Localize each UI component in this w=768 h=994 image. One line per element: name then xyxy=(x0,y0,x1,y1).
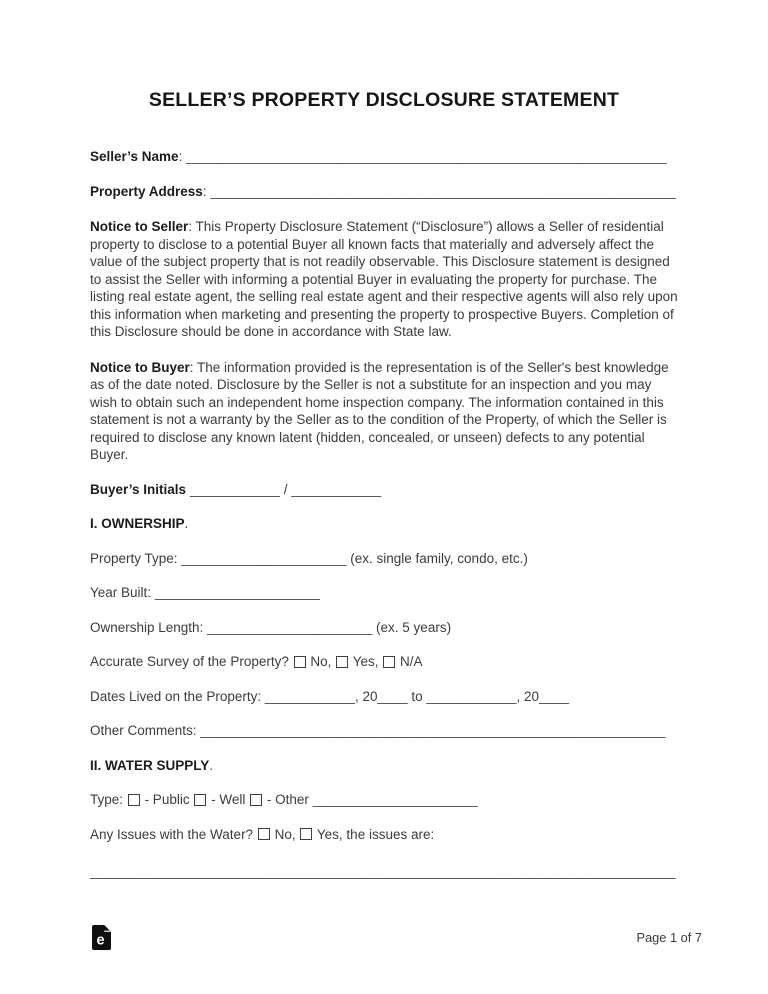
water-public-checkbox[interactable] xyxy=(128,794,140,806)
water-other-checkbox[interactable] xyxy=(250,794,262,806)
page-title: SELLER’S PROPERTY DISCLOSURE STATEMENT xyxy=(148,89,620,111)
water-other-label: - Other xyxy=(266,792,309,807)
survey-na-checkbox[interactable] xyxy=(383,656,395,668)
seller-name-label: Seller’s Name xyxy=(90,149,179,164)
survey-yes-label: Yes, xyxy=(352,654,379,669)
section-ownership-heading xyxy=(90,515,678,533)
property-type-hint: (ex. single family, condo, etc.) xyxy=(350,550,528,566)
notice-to-buyer-text: : The information provided is the representation is of the Seller's best knowledge as of the date noted. Disclosure by the Seller is not a substitute for an inspection and you may wish to obtain such an independent home inspection company. The information contained in this statement is not a warranty by the Seller as to the condition of the Property, of which the Seller is required to disclose any known latent (hidden, concealed, or unseen) defects to any potential Buyer. xyxy=(90,359,669,462)
survey-na-label: N/A xyxy=(400,654,423,669)
survey-yes-checkbox[interactable] xyxy=(336,656,348,668)
seller-name-blank[interactable]: ________________________________________________________________ xyxy=(186,149,667,164)
water-issues-no-label: No, xyxy=(274,826,296,842)
buyers-initials-label: Buyer’s Initials xyxy=(90,481,187,497)
notice-to-buyer-label: Notice to Buyer xyxy=(90,359,190,375)
other-comments-blank[interactable]: ______________________________________________________________ xyxy=(200,723,666,738)
property-type-label: Property Type: xyxy=(90,550,178,566)
property-type-blank[interactable]: ______________________ xyxy=(181,550,347,566)
ownership-length-label: Ownership Length: xyxy=(90,619,204,635)
property-type-row xyxy=(90,550,678,568)
other-comments-row xyxy=(90,722,678,740)
year-built-label: Year Built: xyxy=(90,585,152,600)
other-comments-label: Other Comments: xyxy=(90,723,197,738)
water-well-checkbox[interactable] xyxy=(194,794,206,806)
dates-lived-year-start-blank[interactable]: ____ xyxy=(377,688,408,704)
water-issues-row xyxy=(90,826,678,844)
buyers-initials-row xyxy=(90,481,678,499)
page-number-label: Page 1 of 7 xyxy=(636,929,702,945)
dates-lived-start-blank[interactable]: ____________ xyxy=(264,688,355,704)
water-issues-label: Any Issues with the Water? xyxy=(90,826,254,842)
year-built-row xyxy=(90,584,678,602)
section-water-supply-period: . xyxy=(209,757,214,773)
buyers-initials-blank-1[interactable]: ____________ xyxy=(189,481,280,497)
property-address-blank[interactable]: ______________________________________________________________ xyxy=(210,183,676,199)
property-address-label: Property Address xyxy=(90,183,203,199)
water-other-blank[interactable]: ______________________ xyxy=(312,792,478,807)
seller-name-colon: : xyxy=(178,149,183,164)
water-issues-yes-label: Yes, the issues are: xyxy=(316,826,435,842)
section-water-supply-heading xyxy=(90,757,678,775)
section-ownership-period: . xyxy=(184,516,189,531)
water-type-row xyxy=(90,791,678,809)
water-issues-no-checkbox[interactable] xyxy=(258,828,270,840)
ownership-length-blank[interactable]: ______________________ xyxy=(207,619,373,635)
eforms-logo-letter: e xyxy=(96,932,105,948)
survey-no-checkbox[interactable] xyxy=(294,656,306,668)
notice-to-seller-text: : This Property Disclosure Statement (“Disclosure”) allows a Seller of residential property to disclose to a potential Buyer all known facts that materially and adversely affect the value of the subject property that is not readily observable. This Disclosure statement is designed to assist the Seller with informing a potential Buyer in evaluating the property for purchase. The listing real estate agent, the selling real estate agent and their respective agents will also rely upon this information when marketing and presenting the property to prospective Buyers. Completion of this Disclosure should be done in accordance with State law. xyxy=(90,219,678,339)
water-well-label: - Well xyxy=(211,792,246,807)
water-type-label: Type: xyxy=(90,792,124,807)
dates-lived-to-text: to xyxy=(411,688,423,704)
dates-lived-end-blank[interactable]: ____________ xyxy=(426,688,517,704)
page-footer xyxy=(92,922,702,952)
dates-lived-label: Dates Lived on the Property: xyxy=(90,688,262,704)
buyers-initials-blank-2[interactable]: ____________ xyxy=(291,481,382,497)
eforms-logo-icon xyxy=(92,925,111,950)
water-public-label: - Public xyxy=(144,792,190,807)
notice-to-seller-label: Notice to Seller xyxy=(90,219,189,234)
section-water-supply-title: II. WATER SUPPLY xyxy=(90,757,210,773)
dates-lived-year-end-blank[interactable]: ____ xyxy=(539,688,570,704)
buyers-initials-separator: / xyxy=(283,481,288,497)
accurate-survey-label: Accurate Survey of the Property? xyxy=(90,654,289,669)
water-issues-answer-row xyxy=(90,863,678,881)
ownership-length-row xyxy=(90,619,678,637)
accurate-survey-row xyxy=(90,653,678,671)
dates-lived-row xyxy=(90,688,678,706)
water-issues-yes-checkbox[interactable] xyxy=(300,828,312,840)
notice-to-seller-paragraph xyxy=(90,218,678,341)
dates-lived-year-end-prefix: , 20 xyxy=(516,688,539,704)
property-address-colon: : xyxy=(202,183,207,199)
section-ownership-title: I. OWNERSHIP xyxy=(90,516,185,531)
property-address-row xyxy=(90,183,678,201)
dates-lived-year-start-prefix: , 20 xyxy=(354,688,378,704)
survey-no-label: No, xyxy=(310,654,332,669)
year-built-blank[interactable]: ______________________ xyxy=(154,585,320,600)
ownership-length-hint: (ex. 5 years) xyxy=(376,619,452,635)
seller-name-row xyxy=(90,148,678,166)
notice-to-buyer-paragraph xyxy=(90,359,678,464)
water-issues-answer-blank[interactable]: ______________________________________________________________________________ xyxy=(90,864,676,879)
